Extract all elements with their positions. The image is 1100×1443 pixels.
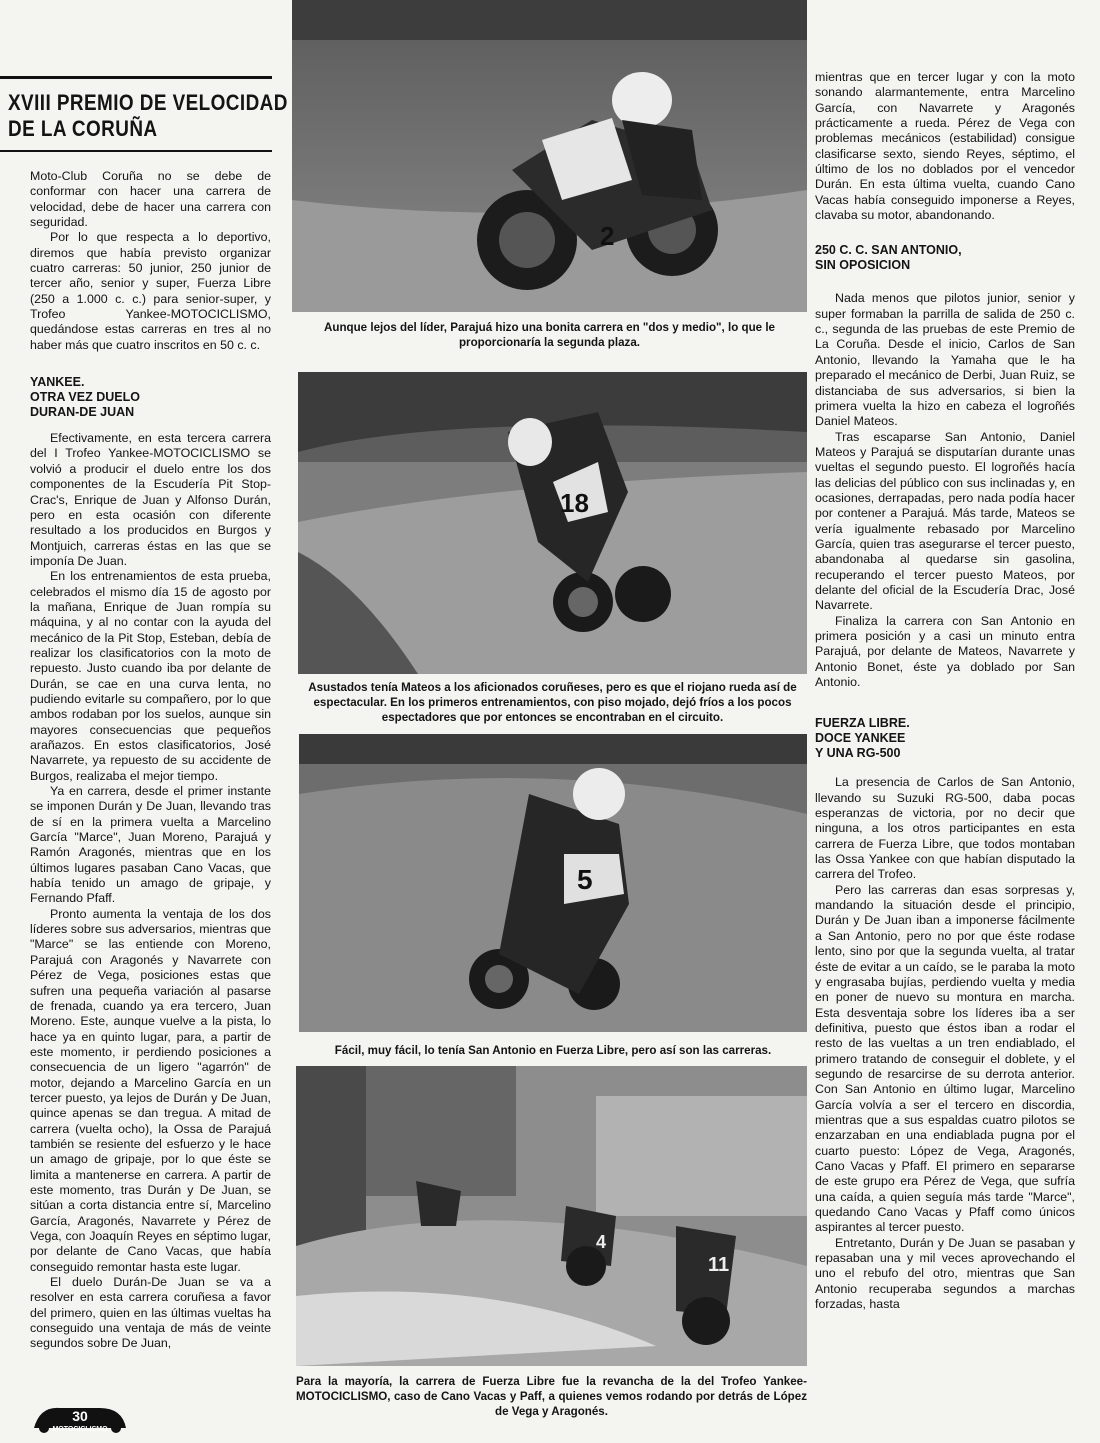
photo-mateos	[298, 372, 807, 674]
body-paragraph: Tras escaparse San Antonio, Daniel Mateos y Parajuá se disputarían durante unas vueltas el segundo puesto. El logroñés hacía las delicias del público con sus inclinadas y, en ocasiones, derrapadas, pero nada podía hacer por contener a Parajuá. Más tarde, Mateos se vería igualmente rebasado por Marcelino García, quien tras asegurarse el tercer puesto, abandonaba al quedarse sin gasolina, recuperando el tercer puesto Mateos, por delante del oficial de la Escudería Drac, José Navarrete.	[815, 429, 1075, 613]
body-paragraph: Entretanto, Durán y De Juan se pasaban y repasaban una y mil veces aprovechando el uno el rebufo del otro, mientras que San Antonio recuperaba segundos a marchas forzadas, hasta	[815, 1235, 1075, 1312]
section-heading-line: YANKEE.	[30, 375, 85, 390]
magazine-name: MOTOCICLISMO	[52, 1426, 108, 1433]
body-paragraph: La presencia de Carlos de San Antonio, llevando su Suzuki RG-500, daba pocas esperanzas de victoria, por no decir que ninguna, a los otros participantes en esta carrera de Fuerza Libre, que todos montaban las Ossa Yankee con que habían disputado la carrera del Trofeo.	[815, 775, 1075, 882]
body-paragraph: mientras que en tercer lugar y con la moto sonando alarmantemente, entra Marcelino García, con Navarrete y Aragonés prácticamente a rueda. Pérez de Vega con problemas mecánicos (estabilidad) consigue clasificarse sexto, siendo Reyes, séptimo, el último de los no doblados por el vencedor Durán. En esta última vuelta, cuando Cano Vacas había conseguido imponerse a Reyes, clavaba su motor, abandonando.	[815, 70, 1075, 223]
body-paragraph: Finaliza la carrera con San Antonio en primera posición y a casi un minuto entra Parajuá, por delante de Mateos, Navarrete y Antonio Bonet, éste ya doblado por San Antonio.	[815, 613, 1075, 690]
body-paragraph: Ya en carrera, desde el primer instante se imponen Durán y De Juan, llevando tras de sí en la primera vuelta a Marcelino García "Marce", Juan Moreno, Parajuá y Ramón Aragonés, mientras que en los últimos lugares pasaban Cano Vacas, que había tenido un amago de gripaje, y Fernando Pfaff.	[30, 784, 271, 906]
column-3	[815, 70, 1075, 1312]
body-paragraph: Pero las carreras dan esas sorpresas y, mandando la situación desde el principio, Durán y De Juan iban a imponerse fácilmente a San Antonio, pero no por que éste rodase lento, sino por que la segunda vuelta, al tratar éste de evitar a un caído, se le paraba la moto y engrasaba bujías, perdiendo vuelta y media en poner de nuevo su montura en marcha. Esta desventaja sobre los líderes iba a ser definitiva, puesto que éstos iban a rodar el resto de las vueltas a un tren endiablado, el primero tratando de conseguir el doblete, y el segundo de resarcirse de su derrota anterior. Con San Antonio en último lugar, Marcelino García volvía a ser el tercero en discordia, mientras que a sus espaldas cuatro pilotos se enzarzaban en una endiablada pugna por el cuarto puesto: López de Vega, Aragonés, Cano Vacas y Pfaff. El primero en separarse de este grupo era Pérez de Vega, que sufría una caída, a quien seguía más tarde "Marce", quedando Cano Vacas y Pfaff como únicos aspirantes al tercer puesto.	[815, 882, 1075, 1235]
intro-paragraph: Moto-Club Coruña no se debe de conformar con hacer una carrera de velocidad, debe de hacer una carrera con seguridad.	[30, 169, 271, 230]
race-number: 11	[708, 1254, 730, 1276]
title-line-1: XVIII PREMIO DE VELOCIDAD	[8, 90, 288, 115]
race-number: 2	[600, 221, 615, 251]
section-heading-line: DURAN-DE JUAN	[30, 405, 135, 420]
folio-badge-icon	[30, 1402, 130, 1434]
caption-photo-4: Para la mayoría, la carrera de Fuerza Libre fue la revancha de la del Trofeo Yankee-MOTOCICLISMO, caso de Cano Vacas y Paff, a quienes vemos rodando por detrás de López de Vega y Aragonés.	[296, 1375, 807, 1418]
column-1	[30, 169, 271, 1352]
section-heading-line: Y UNA RG-500	[815, 746, 901, 761]
race-number: 18	[560, 488, 589, 518]
body-paragraph: En los entrenamientos de esta prueba, celebrados el mismo día 15 de agosto por la mañana, Enrique de Juan rompía su máquina, y al no contar con la ayuda del mecánico de la Pit Stop, Esteban, debía de realizar los clasificatorios con la moto de repuesto. Justo cuando iba por delante de Durán, se cae en una curva lenta, no pudiendo evitarle su compañero, por lo que ambos rodaban por los suelos, aunque sin mayores consecuencias que pequeños arañazos. En estos clasificatorios, José Navarrete, ya repuesto de su accidente de Burgos, realizaba el mejor tiempo.	[30, 569, 271, 783]
page-number: 30	[72, 1408, 88, 1424]
caption-photo-3: Fácil, muy fácil, lo tenía San Antonio en Fuerza Libre, pero así son las carreras.	[334, 1044, 772, 1057]
section-heading-fuerza-libre	[815, 716, 1075, 761]
intro-paragraph: Por lo que respecta a lo deportivo, diremos que había previsto organizar cuatro carreras: 50 junior, 250 junior de tercer año, senior y super, Fuerza Libre (250 a 1.000 c. c.) para senior-super, y Trofeo Yankee-MOTOCICLISMO, quedándose estas carreras en tres al no haber más que cuatro inscritos en 50 c. c.	[30, 230, 271, 352]
section-heading-250cc	[815, 243, 1075, 273]
race-number: 5	[577, 864, 593, 895]
section-heading-line: OTRA VEZ DUELO	[30, 390, 140, 405]
body-paragraph: El duelo Durán-De Juan se va a resolver en esta carrera coruñesa a favor del primero, quien en las últimas vueltas ha conseguido una ventaja de más de veinte segundos sobre De Juan,	[30, 1275, 271, 1351]
article-title	[8, 90, 288, 142]
photo-fuerza-libre	[296, 1066, 807, 1366]
photo-parajua	[292, 0, 807, 312]
body-paragraph: Nada menos que pilotos junior, senior y super formaban la parrilla de salida de 250 c. c., segunda de las pruebas de este Premio de La Coruña. Desde el inicio, Carlos de San Antonio, llevando la Yamaha que le ha preparado el mecánico de Derbi, Juan Ruiz, se distanciaba de sus adversarios, si bien la primera vuelta la hizo en cabeza el logroñés Daniel Mateos.	[815, 291, 1075, 429]
title-top-rule	[0, 76, 272, 79]
body-paragraph: Efectivamente, en esta tercera carrera del I Trofeo Yankee-MOTOCICLISMO se volvió a producir el duelo entre los dos componentes de la Escudería Pit Stop-Crac's, Enrique de Juan y Alfonso Durán, pero en esta ocasión con diferente resultado a los producidos en Burgos y Montjuich, carreras éstas en las que se imponía De Juan.	[30, 431, 271, 568]
section-heading-line: 250 C. C. SAN ANTONIO,	[815, 243, 962, 258]
section-heading-line: SIN OPOSICION	[815, 258, 911, 273]
title-line-2: DE LA CORUÑA	[8, 116, 158, 141]
page-folio	[30, 1402, 130, 1434]
section-heading-line: DOCE YANKEE	[815, 731, 906, 746]
caption-photo-1: Aunque lejos del líder, Parajuá hizo una bonita carrera en "dos y medio", lo que le proporcionaría la segunda plaza.	[323, 321, 776, 349]
race-number: 4	[596, 1232, 607, 1252]
body-paragraph: Pronto aumenta la ventaja de los dos líderes sobre sus adversarios, mientras que "Marce" se las entiende con Moreno, Parajuá con Aragonés y Navarrete con Pérez de Vega, posiciones estas que sufren una pequeña variación al pasarse de frenada, cuando ya era tercero, Juan Moreno. Este, aunque vuelve a la pista, lo hace ya en quinto lugar, para, a partir de este momento, ir perdiendo posiciones a consecuencia de un ligero "agarrón" de motor, dejando a Marcelino García en un tercer puesto, ya lejos de Durán y De Juan, quince apenas se dan tregua. A mitad de carrera (vuelta ocho), la Ossa de Parajuá también se resiente del esfuerzo y le hace un amago de gripaje, por lo que éste se limita a mantenerse en carrera. A partir de este momento, tras Durán y De Juan, se sitúan a corta distancia entre sí, Marcelino García, Aragonés, Navarrete y Pérez de Vega, con Joaquín Reyes en séptimo lugar, por delante de Cano Vacas, que había conseguido remontar hasta este lugar.	[30, 906, 271, 1274]
section-heading-yankee	[30, 375, 271, 420]
photo-san-antonio	[299, 734, 807, 1032]
title-bottom-rule	[0, 150, 272, 152]
caption-photo-2: Asustados tenía Mateos a los aficionados coruñeses, pero es que el riojano rueda así de espectacular. En los primeros entrenamientos, con piso mojado, dejó fríos a los pocos espectadores que por entonces se encontraban en el circuito.	[308, 681, 797, 724]
section-heading-line: FUERZA LIBRE.	[815, 716, 910, 731]
